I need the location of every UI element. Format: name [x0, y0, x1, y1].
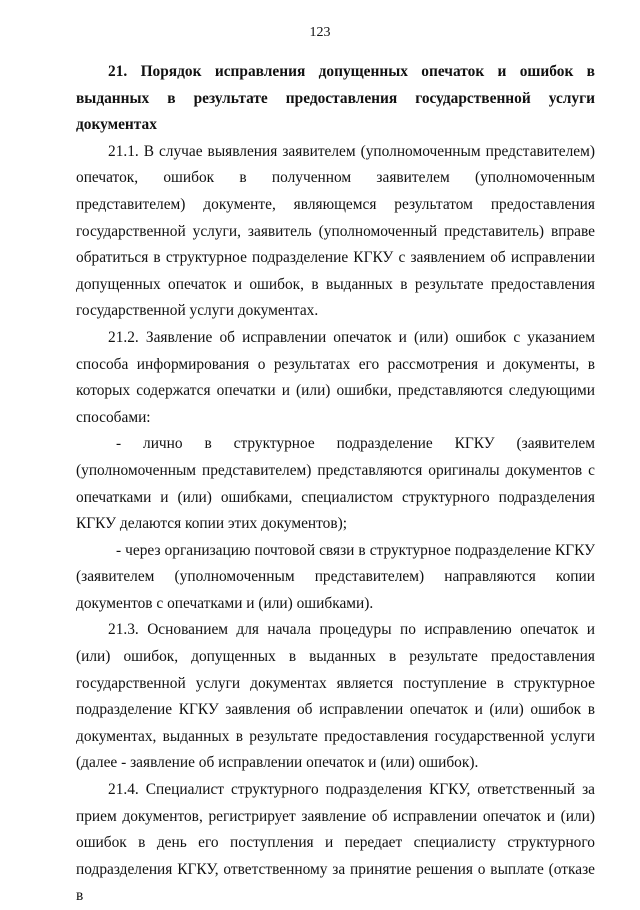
paragraph-21-1: 21.1. В случае выявления заявителем (уполномоченным представителем) опечаток, ошибок в полученном заявителем (уполномоченным представителем) документе, являющемся результатом предоставления государственной услуги, заявитель (уполномоченный представитель) вправе обратиться в структурное подразделение КГКУ с заявлением об исправлении допущенных опечаток и ошибок, в выданных в результате предоставления государственной услуги документах. — [76, 142, 595, 320]
paragraph-21-4: 21.4. Специалист структурного подразделения КГКУ, ответственный за прием документов, регистрирует заявление об исправлении опечаток и (или) ошибок в день его поступления и передает специалисту структурного подразделения КГКУ, ответственному за принятие решения о выплате (отказе в — [76, 781, 595, 905]
paragraph-21-2: 21.2. Заявление об исправлении опечаток и (или) ошибок с указанием способа информирования о результатах его рассмотрения и документы, в которых содержатся опечатки и (или) ошибки, представляются следующими способами: — [76, 328, 595, 426]
document-body — [76, 59, 595, 910]
list-item-by-post: - через организацию почтовой связи в структурное подразделение КГКУ (заявителем (уполномоченным представителем) направляются копии документов с опечатками и (или) ошибками). — [76, 541, 595, 612]
page-number: 123 — [309, 25, 331, 40]
list-item-in-person: - лично в структурное подразделение КГКУ (заявителем (уполномоченным представителем) представляются оригиналы документов с опечатками и (или) ошибками, специалистом структурного подразделения КГКУ делаются копии этих документов); — [76, 435, 595, 533]
paragraph-21-3: 21.3. Основанием для начала процедуры по исправлению опечаток и (или) ошибок, допущенных в выданных в результате предоставления государственной услуги документах является поступление в структурное подразделение КГКУ заявления об исправлении опечаток и (или) ошибок в документах, выданных в результате предоставления государственной услуги (далее - заявление об исправлении опечаток и (или) ошибок). — [76, 621, 595, 772]
section-heading: 21. Порядок исправления допущенных опечаток и ошибок в выданных в результате предоставления государственной услуги документах — [76, 63, 595, 134]
